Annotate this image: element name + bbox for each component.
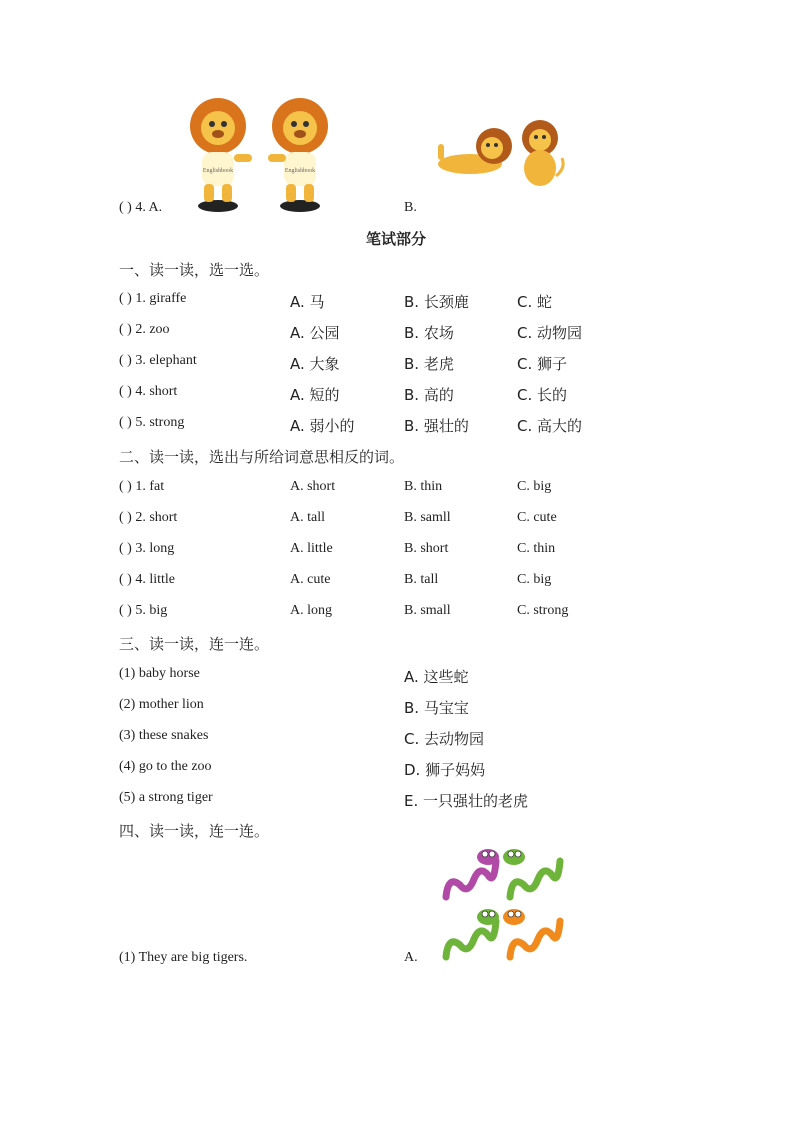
section4-heading: 四、读一读，连一连。: [119, 822, 270, 840]
match-right: A.: [404, 950, 418, 965]
resting-lions-image: [432, 118, 568, 190]
question-text: ( ) 5. strong: [119, 415, 185, 430]
question-text: ( ) 4. little: [119, 572, 175, 587]
option-c: C. 高大的: [517, 417, 583, 435]
option-b: B. samll: [404, 510, 451, 525]
question-row: [0, 353, 794, 373]
snakes-image: [438, 845, 568, 963]
question-text: ( ) 5. big: [119, 603, 168, 618]
match-right: B. 马宝宝: [404, 699, 469, 717]
question-text: ( ) 1. giraffe: [119, 291, 187, 306]
option-a: A. short: [290, 479, 336, 494]
option-a: A. 公园: [290, 324, 340, 342]
option-c: C. thin: [517, 541, 556, 556]
option-b: B. tall: [404, 572, 439, 587]
question-text: ( ) 3. elephant: [119, 353, 197, 368]
q4-prefix: ( ) 4. A.: [119, 200, 163, 215]
svg-text:Englishbook: Englishbook: [284, 168, 316, 174]
option-c: C. 蛇: [517, 293, 553, 311]
option-a: A. tall: [290, 510, 325, 525]
question-text: ( ) 4. short: [119, 384, 178, 399]
match-row: [0, 666, 794, 686]
option-c: C. 动物园: [517, 324, 583, 342]
match-left: (2) mother lion: [119, 697, 204, 712]
question-row: [0, 510, 794, 530]
option-a: A. 马: [290, 293, 325, 311]
question-row: [0, 322, 794, 342]
option-b: B. 强壮的: [404, 417, 469, 435]
match-left: (3) these snakes: [119, 728, 209, 743]
question-row: [0, 603, 794, 623]
question-row: [0, 541, 794, 561]
option-a: A. cute: [290, 572, 331, 587]
question-text: ( ) 2. short: [119, 510, 178, 525]
match-right: C. 去动物园: [404, 730, 485, 748]
two-lions-image: [188, 96, 338, 214]
section-title: 笔试部分: [366, 230, 427, 248]
match-right: E. 一只强壮的老虎: [404, 792, 529, 810]
option-c: C. strong: [517, 603, 569, 618]
question-row: [0, 384, 794, 404]
option-b: B. thin: [404, 479, 443, 494]
match-left: (4) go to the zoo: [119, 759, 212, 774]
match-row: [0, 697, 794, 717]
match-row: [0, 950, 794, 970]
section1-heading: 一、读一读，选一选。: [119, 261, 270, 279]
option-b: B. short: [404, 541, 449, 556]
svg-text:Englishbook: Englishbook: [202, 168, 234, 174]
option-c: C. big: [517, 572, 552, 587]
option-b: B. 农场: [404, 324, 454, 342]
match-row: [0, 728, 794, 748]
question-row: [0, 415, 794, 435]
option-a: A. long: [290, 603, 332, 618]
match-row: [0, 790, 794, 810]
match-left: (1) baby horse: [119, 666, 200, 681]
question-text: ( ) 2. zoo: [119, 322, 170, 337]
question-row: [0, 291, 794, 311]
option-c: C. big: [517, 479, 552, 494]
question-row: [0, 479, 794, 499]
question-text: ( ) 1. fat: [119, 479, 165, 494]
option-b: B. 高的: [404, 386, 454, 404]
match-right: A. 这些蛇: [404, 668, 469, 686]
q4-option-b: B.: [404, 200, 417, 215]
option-a: A. 短的: [290, 386, 340, 404]
match-left: (5) a strong tiger: [119, 790, 213, 805]
option-c: C. 狮子: [517, 355, 568, 373]
option-c: C. cute: [517, 510, 557, 525]
option-b: B. 长颈鹿: [404, 293, 469, 311]
option-a: A. little: [290, 541, 333, 556]
question-row: [0, 572, 794, 592]
match-right: D. 狮子妈妈: [404, 761, 486, 779]
section2-heading: 二、读一读，选出与所给词意思相反的词。: [119, 448, 405, 466]
question-text: ( ) 3. long: [119, 541, 175, 556]
section3-heading: 三、读一读，连一连。: [119, 635, 270, 653]
match-left: (1) They are big tigers.: [119, 950, 248, 965]
match-row: [0, 759, 794, 779]
option-a: A. 大象: [290, 355, 340, 373]
option-b: B. small: [404, 603, 451, 618]
option-a: A. 弱小的: [290, 417, 355, 435]
option-c: C. 长的: [517, 386, 568, 404]
option-b: B. 老虎: [404, 355, 454, 373]
